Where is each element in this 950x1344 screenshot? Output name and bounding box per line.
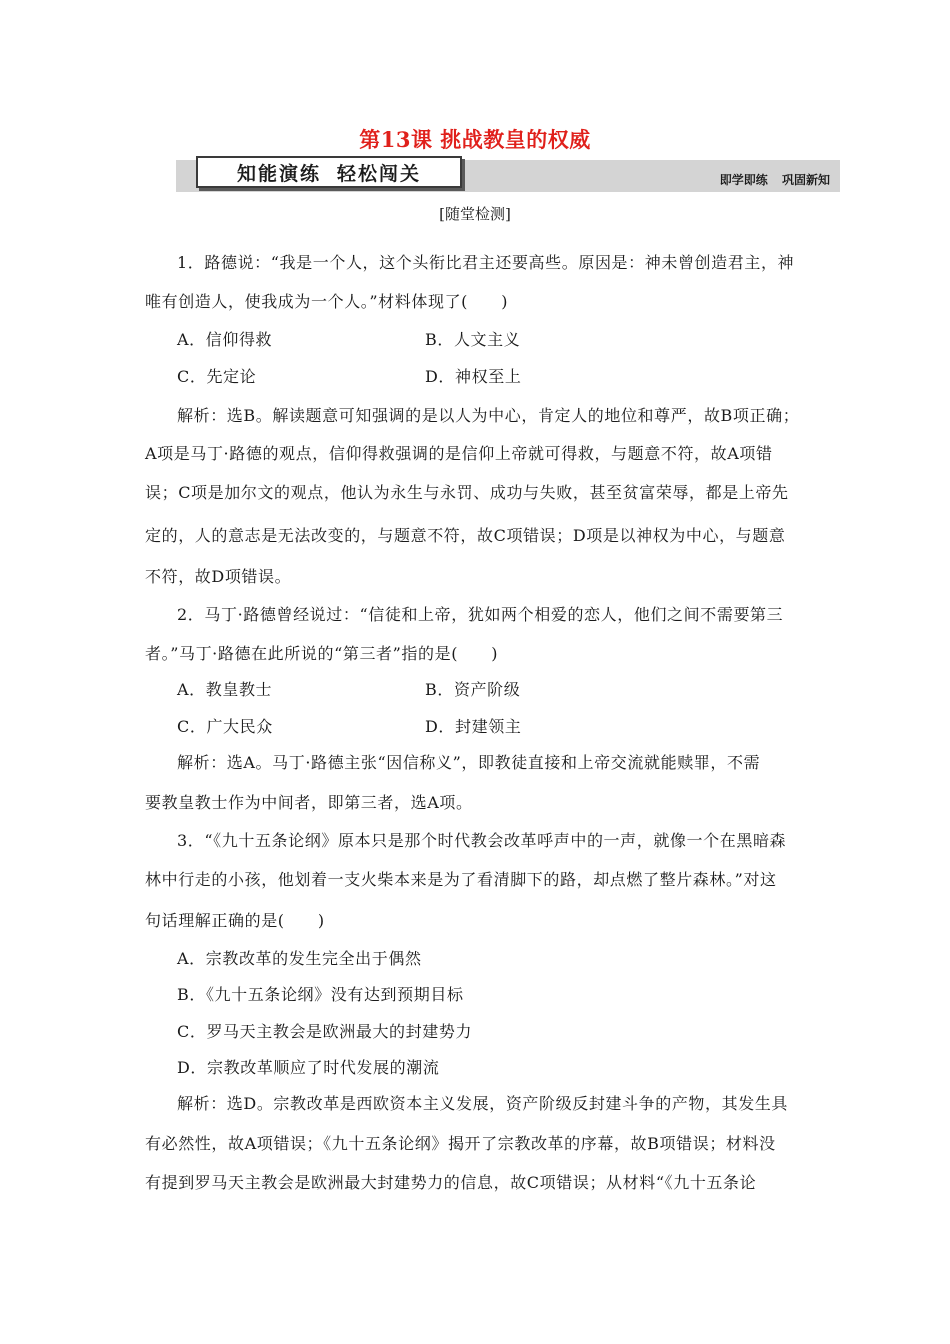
q1-option-d: D．神权至上 (425, 367, 522, 386)
q3-stem-line-1: 3．“《九十五条论纲》原本只是那个时代教会改革呼声中的一声，就像一个在黑暗森 (177, 831, 787, 850)
q3-explanation-line-1: 解析：选D。宗教改革是西欧资本主义发展，资产阶级反封建斗争的产物，其发生具 (177, 1094, 789, 1113)
banner-tagline (720, 171, 830, 188)
banner-label-b: 轻松闯关 (337, 162, 422, 185)
q1-explanation-line-5: 不符，故D项错误。 (145, 567, 292, 586)
q2-option-b: B．资产阶级 (425, 680, 521, 699)
banner-tagline-b: 巩固新知 (781, 173, 830, 187)
q1-option-c: C．先定论 (177, 367, 257, 386)
q1-explanation-line-2: A项是马丁·路德的观点，信仰得救强调的是信仰上帝就可得救，与题意不符，故A项错 (145, 444, 773, 463)
q1-option-b: B．人文主义 (425, 330, 521, 349)
q3-option-a: A．宗教改革的发生完全出于偶然 (177, 949, 422, 968)
q1-explanation-line-3: 误；C项是加尔文的观点，他认为永生与永罚、成功与失败，甚至贫富荣辱，都是上帝先 (145, 483, 789, 502)
q1-option-a: A．信仰得救 (177, 330, 273, 349)
page-title: 第13课 挑战教皇的权威 (359, 127, 591, 152)
q2-explanation-line-2: 要教皇教士作为中间者，即第三者，选A项。 (145, 793, 473, 812)
q3-option-d: D．宗教改革顺应了时代发展的潮流 (177, 1058, 440, 1077)
q3-explanation-line-2: 有必然性，故A项错误；《九十五条论纲》揭开了宗教改革的序幕，故B项错误；材料没 (145, 1134, 776, 1153)
banner-label-box (196, 156, 462, 188)
section-banner (176, 160, 840, 192)
q3-option-b: B．《九十五条论纲》没有达到预期目标 (177, 985, 464, 1004)
q2-option-a: A．教皇教士 (177, 680, 273, 699)
banner-tagline-a: 即学即练 (719, 173, 768, 187)
q2-stem-line-2: 者。”马丁·路德在此所说的“第三者”指的是( ) (145, 644, 499, 663)
section-heading: [随堂检测] (439, 205, 511, 223)
q2-explanation-line-1: 解析：选A。马丁·路德主张“因信称义”，即教徒直接和上帝交流就能赎罪，不需 (177, 753, 761, 772)
q2-stem-line-1: 2．马丁·路德曾经说过：“信徒和上帝，犹如两个相爱的恋人，他们之间不需要第三 (177, 605, 784, 624)
q3-stem-line-3: 句话理解正确的是( ) (145, 911, 325, 930)
q1-stem-line-2: 唯有创造人，使我成为一个人。”材料体现了( ) (145, 292, 509, 311)
banner-label-a: 知能演练 (236, 162, 321, 185)
q3-explanation-line-3: 有提到罗马天主教会是欧洲最大封建势力的信息，故C项错误；从材料“《九十五条论 (145, 1173, 757, 1192)
q1-stem-line-1: 1．路德说：“我是一个人，这个头衔比君主还要高些。原因是：神未曾创造君主，神 (177, 253, 795, 272)
q1-explanation-line-1: 解析：选B。解读题意可知强调的是以人为中心，肯定人的地位和尊严，故B项正确； (177, 406, 800, 425)
q3-stem-line-2: 林中行走的小孩，他划着一支火柴本来是为了看清脚下的路，却点燃了整片森林。”对这 (145, 870, 777, 889)
q2-option-c: C．广大民众 (177, 717, 273, 736)
q2-option-d: D．封建领主 (425, 717, 522, 736)
q3-option-c: C．罗马天主教会是欧洲最大的封建势力 (177, 1022, 473, 1041)
q1-explanation-line-4: 定的，人的意志是无法改变的，与题意不符，故C项错误；D项是以神权为中心，与题意 (145, 526, 786, 545)
